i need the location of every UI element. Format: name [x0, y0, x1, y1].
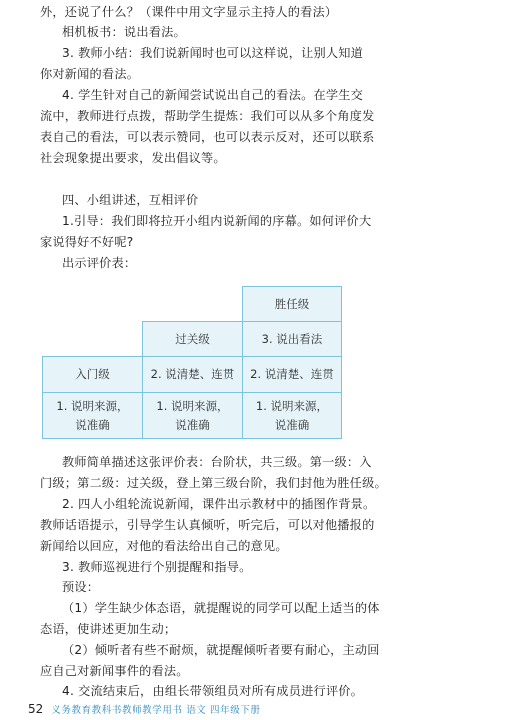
text-line: 外，还说了什么？（课件中用文字显示主持人的看法） [40, 5, 338, 19]
page-footer [28, 700, 261, 718]
text-line: 教师简单描述这张评价表：台阶状，共三级。第一级：入 [62, 455, 372, 469]
text-line: 2. 四人小组轮流说新闻，课件出示教材中的插图作背景。 [62, 497, 376, 511]
text-line: 预设： [62, 580, 100, 594]
level2-item-2: 2. 说清楚、连贯 [142, 356, 243, 393]
level3-header: 胜任级 [242, 286, 342, 322]
level2-item-1: 1. 说明来源， 说准确 [142, 392, 243, 439]
text-line: 3. 教师巡视进行个别提醒和指导。 [62, 560, 252, 574]
text-line: 4. 学生针对自己的新闻尝试说出自己的看法。在学生交 [62, 88, 364, 102]
section-heading: 四、小组讲述，互相评价 [62, 193, 199, 207]
text-line: 表自己的看法，可以表示赞同，也可以表示反对，还可以联系 [40, 130, 375, 144]
text-line: 1.引导：我们即将拉开小组内说新闻的序幕。如何评价大 [62, 214, 372, 228]
page-number: 52 [28, 702, 44, 716]
level3-item-1: 1. 说明来源， 说准确 [242, 392, 342, 439]
book-title: 义务教育教科书教师教学用书 语文 四年级下册 [51, 705, 261, 716]
level3-item-2: 2. 说清楚、连贯 [242, 356, 342, 393]
text-line: 应自己对新闻事件的看法。 [40, 664, 189, 678]
text-line: 门级；第二级：过关级，登上第三级台阶，我们封他为胜任级。 [40, 476, 387, 490]
level1-item-1: 1. 说明来源， 说准确 [42, 392, 143, 439]
text-line: 相机板书：说出看法。 [62, 25, 186, 39]
text-line: 流中，教师进行点拨，帮助学生提炼：我们可以从多个角度发 [40, 109, 375, 123]
text-line: 社会现象提出要求，发出倡议等。 [40, 151, 226, 165]
text-line: 出示评价表： [62, 256, 137, 270]
text-line: 3. 教师小结：我们说新闻时也可以这样说，让别人知道 [62, 46, 364, 60]
text-line: 家说得好不好呢? [40, 235, 134, 249]
level3-item-3: 3. 说出看法 [242, 321, 342, 357]
text-line: 4. 交流结束后，由组长带领组员对所有成员进行评价。 [62, 684, 364, 698]
text-line: （1）学生缺少体态语，就提醒说的同学可以配上适当的体 [62, 601, 380, 615]
text-line: 新闻给以回应，对他的看法给出自己的意见。 [40, 539, 288, 553]
level1-header: 入门级 [42, 356, 143, 393]
text-line: 态语，使讲述更加生动； [40, 622, 177, 636]
text-line: 你对新闻的看法。 [40, 67, 140, 81]
text-line: 教师话语提示，引导学生认真倾听，听完后，可以对他播报的 [40, 518, 375, 532]
level2-header: 过关级 [142, 321, 243, 357]
text-line: （2）倾听者有些不耐烦，就提醒倾听者要有耐心，主动回 [62, 643, 380, 657]
